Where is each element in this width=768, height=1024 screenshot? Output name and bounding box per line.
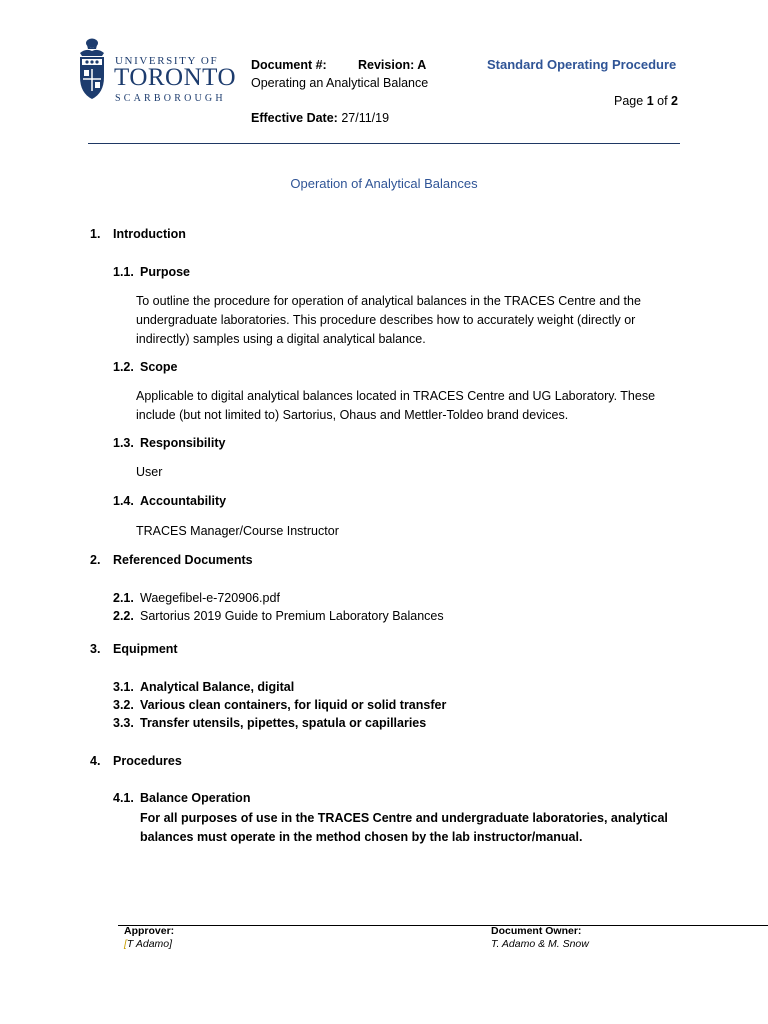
ref-item-2-2-number: 2.2. xyxy=(113,609,134,623)
section-1-4-title: Accountability xyxy=(140,494,227,508)
sop-title: Standard Operating Procedure xyxy=(487,57,677,72)
section-3-title: Equipment xyxy=(113,642,178,656)
section-2-number: 2. xyxy=(90,553,101,567)
equip-item-3-3-number: 3.3. xyxy=(113,716,134,730)
footer-divider xyxy=(118,925,768,926)
section-1-2-title: Scope xyxy=(140,360,178,374)
scope-line-2: include (but not limited to) Sartorius, Ohaus and Mettler-Toldeo brand devices. xyxy=(136,408,569,422)
equip-item-3-2-number: 3.2. xyxy=(113,698,134,712)
section-1-4-number: 1.4. xyxy=(113,494,134,508)
page-of: of xyxy=(657,94,668,108)
page-current: 1 xyxy=(646,94,654,108)
section-1-2-number: 1.2. xyxy=(113,360,134,374)
purpose-line-1: To outline the procedure for operation of analytical balances in the TRACES Centre and the xyxy=(136,294,641,308)
section-3-number: 3. xyxy=(90,642,101,656)
accountability-body: TRACES Manager/Course Instructor xyxy=(136,524,339,538)
equip-item-3-2-text: Various clean containers, for liquid or solid transfer xyxy=(140,698,447,712)
page-total: 2 xyxy=(671,94,678,108)
doc-name: Operating an Analytical Balance xyxy=(251,76,429,90)
balance-operation-line-1: For all purposes of use in the TRACES Centre and undergraduate laboratories, analytical xyxy=(140,811,668,825)
document-owner-label: Document Owner: xyxy=(491,925,582,937)
logo-line-toronto: TORONTO xyxy=(114,64,237,91)
section-1-1-title: Purpose xyxy=(140,265,191,279)
approver-bracket: [ xyxy=(124,938,127,950)
responsibility-body: User xyxy=(136,465,163,479)
logo-line-university-of: UNIVERSITY OF xyxy=(115,55,219,67)
section-1-title: Introduction xyxy=(113,227,186,241)
logo-line-scarborough: SCARBOROUGH xyxy=(115,93,226,104)
equip-item-3-1-text: Analytical Balance, digital xyxy=(140,680,295,694)
section-4-1-title: Balance Operation xyxy=(140,791,251,805)
scope-line-1: Applicable to digital analytical balances located in TRACES Centre and UG Laboratory. These xyxy=(136,389,656,403)
section-4-1-number: 4.1. xyxy=(113,791,134,805)
document-owner-name: T. Adamo & M. Snow xyxy=(491,938,589,950)
page-prefix: Page xyxy=(614,94,644,108)
page-indicator xyxy=(614,92,678,110)
approver-name: T Adamo] xyxy=(126,938,173,950)
equip-item-3-3-text: Transfer utensils, pipettes, spatula or capillaries xyxy=(140,716,427,730)
section-1-3-number: 1.3. xyxy=(113,436,134,450)
section-4-number: 4. xyxy=(90,754,101,768)
balance-operation-line-2: balances must operate in the method chosen by the lab instructor/manual. xyxy=(140,830,583,844)
section-1-3-title: Responsibility xyxy=(140,436,226,450)
effective-date-label: Effective Date: xyxy=(251,111,338,125)
ref-item-2-1-text: Waegefibel-e-720906.pdf xyxy=(140,591,280,605)
header-divider xyxy=(88,143,680,144)
section-1-number: 1. xyxy=(90,227,101,241)
approver-label: Approver: xyxy=(124,925,175,937)
coat-of-arms-icon xyxy=(80,39,104,100)
effective-date xyxy=(251,109,389,127)
equip-item-3-1-number: 3.1. xyxy=(113,680,134,694)
purpose-line-3: indirectly) samples using a digital analytical balance. xyxy=(136,332,426,346)
ref-item-2-2-text: Sartorius 2019 Guide to Premium Laboratory Balances xyxy=(140,609,444,623)
approver-value xyxy=(124,938,172,951)
ref-item-2-1-number: 2.1. xyxy=(113,591,134,605)
document-title: Operation of Analytical Balances xyxy=(290,176,478,191)
section-2-title: Referenced Documents xyxy=(113,553,253,567)
purpose-line-2: undergraduate laboratories. This procedure describes how to accurately weight (directly or xyxy=(136,313,636,327)
section-1-1-number: 1.1. xyxy=(113,265,134,279)
doc-number-label: Document #: xyxy=(251,58,327,72)
effective-date-value: 27/11/19 xyxy=(341,111,390,125)
section-4-title: Procedures xyxy=(113,754,182,768)
revision-label: Revision: A xyxy=(358,58,427,72)
